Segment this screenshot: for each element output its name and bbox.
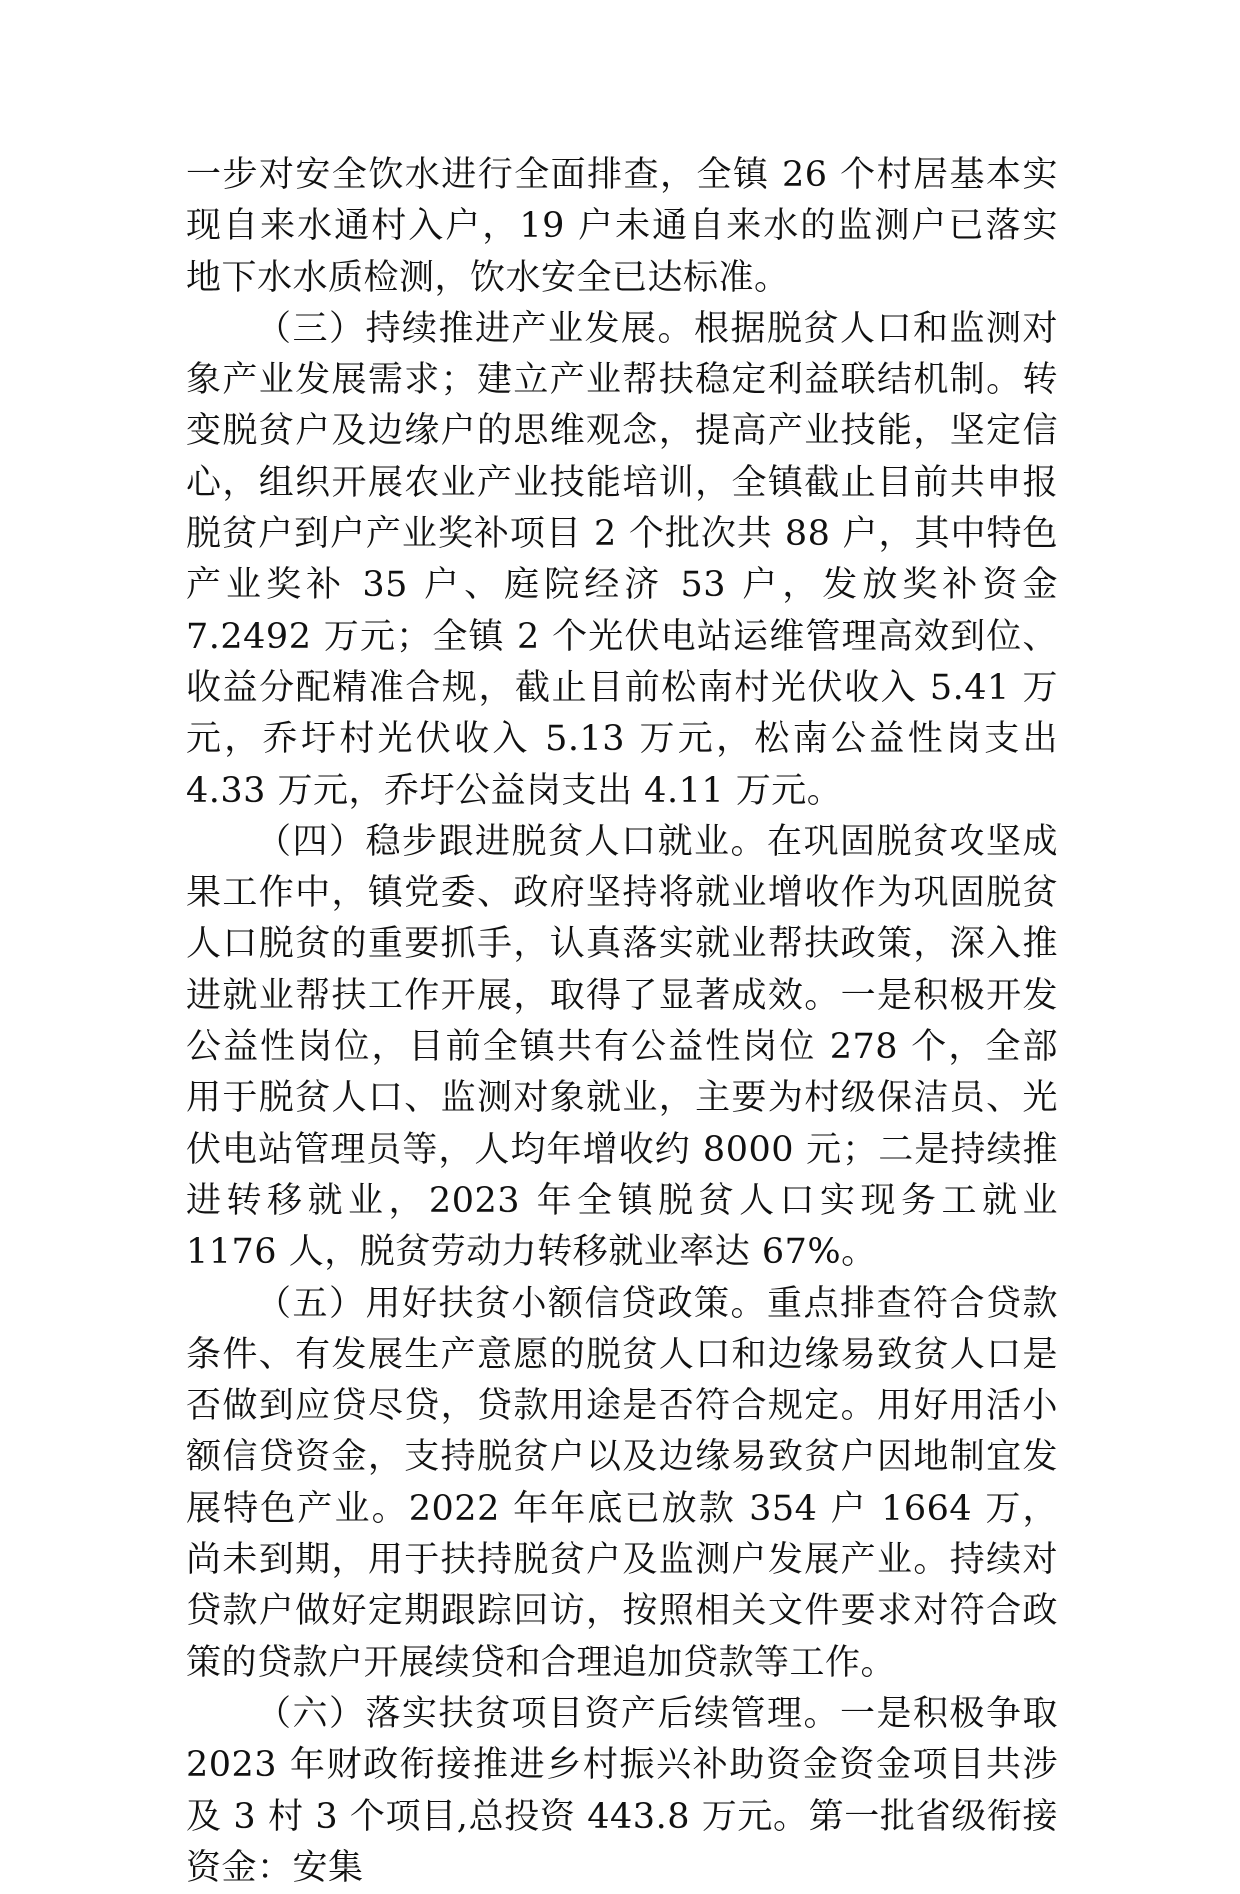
paragraph-industry-development: （三）持续推进产业发展。根据脱贫人口和监测对象产业发展需求；建立产业帮扶稳定利益联结机制。转变脱贫户及边缘户的思维观念，提高产业技能，坚定信心，组织开展农业产业技能培训，全镇截止目前共申报脱贫户到户产业奖补项目 2 个批次共 88 户，其中特色产业奖补 35 户、庭院经济 53 户，发放奖补资金 7.2492 万元；全镇 2 个光伏电站运维管理高效到位、收益分配精准合规，截止目前松南村光伏收入 5.41 万元，乔圩村光伏收入 5.13 万元，松南公益性岗支出 4.33 万元，乔圩公益岗支出 4.11 万元。 <box>186 308 1058 811</box>
paragraph-project-assets: （六）落实扶贫项目资产后续管理。一是积极争取 2023 年财政衔接推进乡村振兴补助资金资金项目共涉及 3 村 3 个项目,总投资 443.8 万元。第一批省级衔接资金：安集 <box>186 1693 1058 1888</box>
paragraph-water-safety: 一步对安全饮水进行全面排查，全镇 26 个村居基本实现自来水通村入户，19 户未通自来水的监测户已落实地下水水质检测，饮水安全已达标准。 <box>186 155 1058 298</box>
paragraph-employment: （四）稳步跟进脱贫人口就业。在巩固脱贫攻坚成果工作中，镇党委、政府坚持将就业增收作为巩固脱贫人口脱贫的重要抓手，认真落实就业帮扶政策，深入推进就业帮扶工作开展，取得了显著成效。一是积极开发公益性岗位，目前全镇共有公益性岗位 278 个，全部用于脱贫人口、监测对象就业，主要为村级保洁员、光伏电站管理员等，人均年增收约 8000 元；二是持续推进转移就业，2023 年全镇脱贫人口实现务工就业 1176 人，脱贫劳动力转移就业率达 67%。 <box>186 821 1058 1273</box>
body-text <box>186 150 1058 1894</box>
paragraph-microcredit: （五）用好扶贫小额信贷政策。重点排查符合贷款条件、有发展生产意愿的脱贫人口和边缘易致贫人口是否做到应贷尽贷，贷款用途是否符合规定。用好用活小额信贷资金，支持脱贫户以及边缘易致贫户因地制宜发展特色产业。2022 年年底已放款 354 户 1664 万，尚未到期，用于扶持脱贫户及监测户发展产业。持续对贷款户做好定期跟踪回访，按照相关文件要求对符合政策的贷款户开展续贷和合理追加贷款等工作。 <box>186 1283 1058 1683</box>
